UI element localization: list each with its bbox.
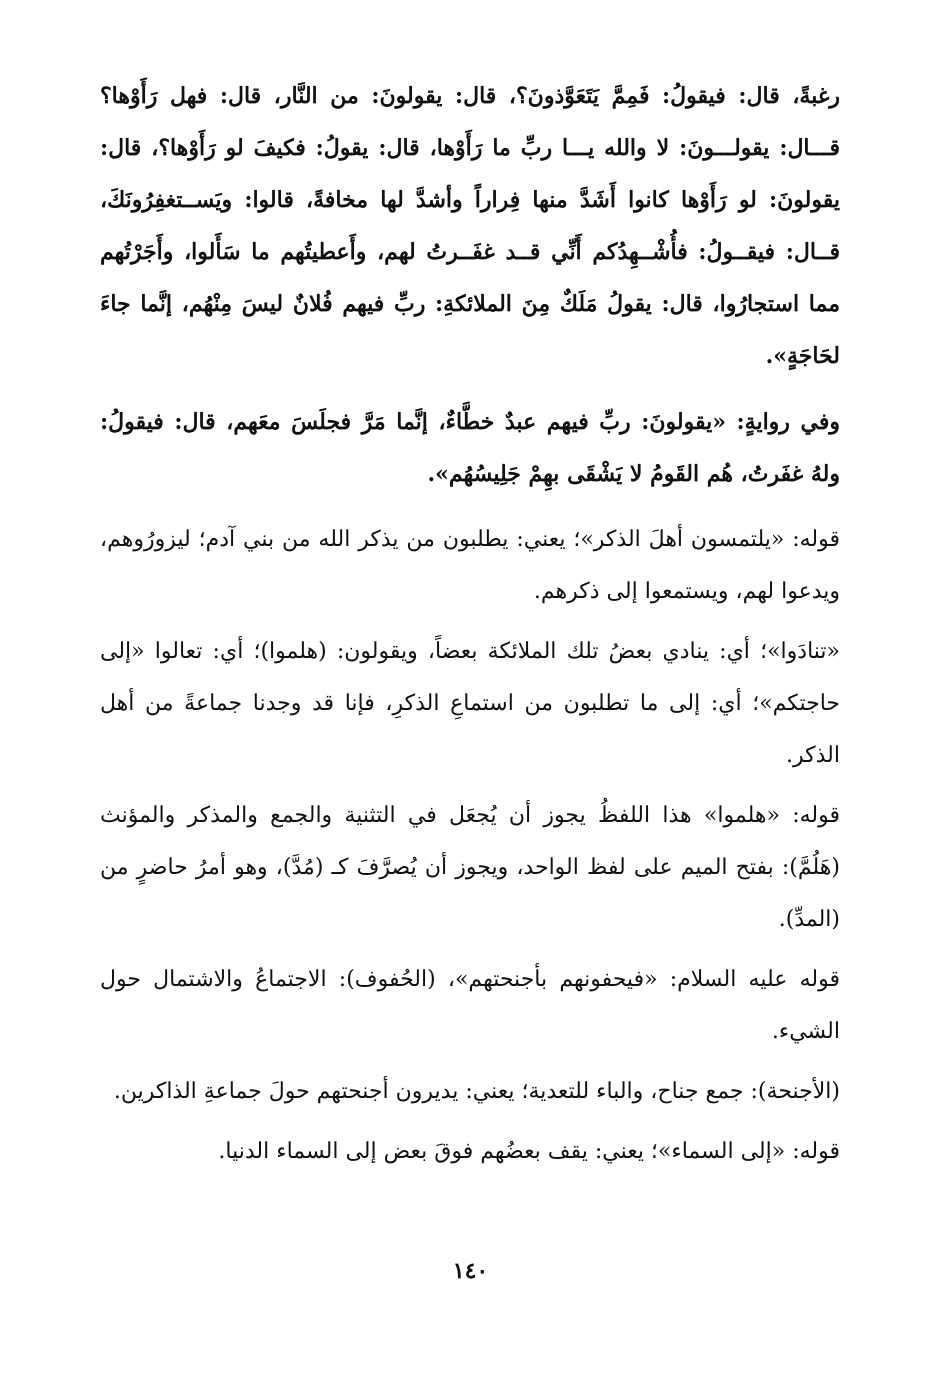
paragraph-3: قوله: «يلتمسون أهلَ الذكر»؛ يعني: يطلبون من يذكر الله من بني آدم؛ ليزورُوهم، ويدعوا لهم، ويستمعوا إلى ذكرهم. xyxy=(100,527,840,604)
page-number: ١٤٠ xyxy=(452,1258,489,1284)
paragraph-5: قوله: «هلموا» هذا اللفظُ يجوز أن يُجعَل في التثنية والجمع والمذكر والمؤنث (هَلُمَّ): بفتح الميم على لفظ الواحد، ويجوز أن يُصرَّفَ كـ (مُدَّ)، وهو أمرُ حاضرٍ من (المدِّ). xyxy=(100,803,840,932)
paragraph-4: «تنادَوا»؛ أي: ينادي بعضُ تلك الملائكة بعضاً، ويقولون: (هلموا)؛ أي: تعالوا «إلى حاجتكم»؛ أي: إلى ما تطلبون من استماعِ الذكرِ، فإنا قد وجدنا جماعةً من أهل الذكر. xyxy=(100,639,840,768)
paragraph-2: وفي روايةٍ: «يقولونَ: ربِّ فيهم عبدٌ خطَّاءٌ، إنَّما مَرَّ فجلَسَ معَهم، قال: فيقولُ: ولهُ غفَرتُ، هُم القَومُ لا يَشْقَى بهِمْ جَلِيسُهُم». xyxy=(100,409,840,487)
page-body xyxy=(100,70,840,1178)
paragraph-8: قوله: «إلى السماء»؛ يعني: يقف بعضُهم فوقَ بعض إلى السماء الدنيا. xyxy=(218,1139,840,1164)
paragraph-7: (الأجنحة): جمع جناح، والباء للتعدية؛ يعني: يديرون أجنحتهم حولَ جماعةِ الذاكرين. xyxy=(113,1079,840,1104)
paragraph-6: قوله عليه السلام: «فيحفونهم بأجنحتهم»، (الحُفوف): الاجتماعُ والاشتمال حول الشيء. xyxy=(100,967,840,1044)
paragraph-1: رغبةً، قال: فيقولُ: فَمِمَّ يَتَعَوَّذونَ؟، قال: يقولونَ: من النَّار، قال: فهل رَأَوْها؟ قـــال: يقولـــونَ: لا والله يـــا ربِّ ما رَأَوْها، قال: يقولُ: فكيفَ لو رَأَوْها؟، قال: يقولونَ: لو رَأَوْها كانوا أَشَدَّ منها فِراراً وأشدَّ لها مخافةً، قالوا: ويَســتغفِرُونَكَ، قــال: فيقــولُ: فأُشْــهِدُكم أَنِّي قــد غفَــرتُ لهم، وأَعطيتُهم ما سَأَلوا، وأَجَرْتُهم مما استجارُوا، قال: يقولُ مَلَكٌ مِنَ الملائكةِ: ربِّ فيهم فُلانٌ ليسَ مِنْهُم، إنَّما جاءَ لحَاجَةٍ». xyxy=(100,83,840,369)
